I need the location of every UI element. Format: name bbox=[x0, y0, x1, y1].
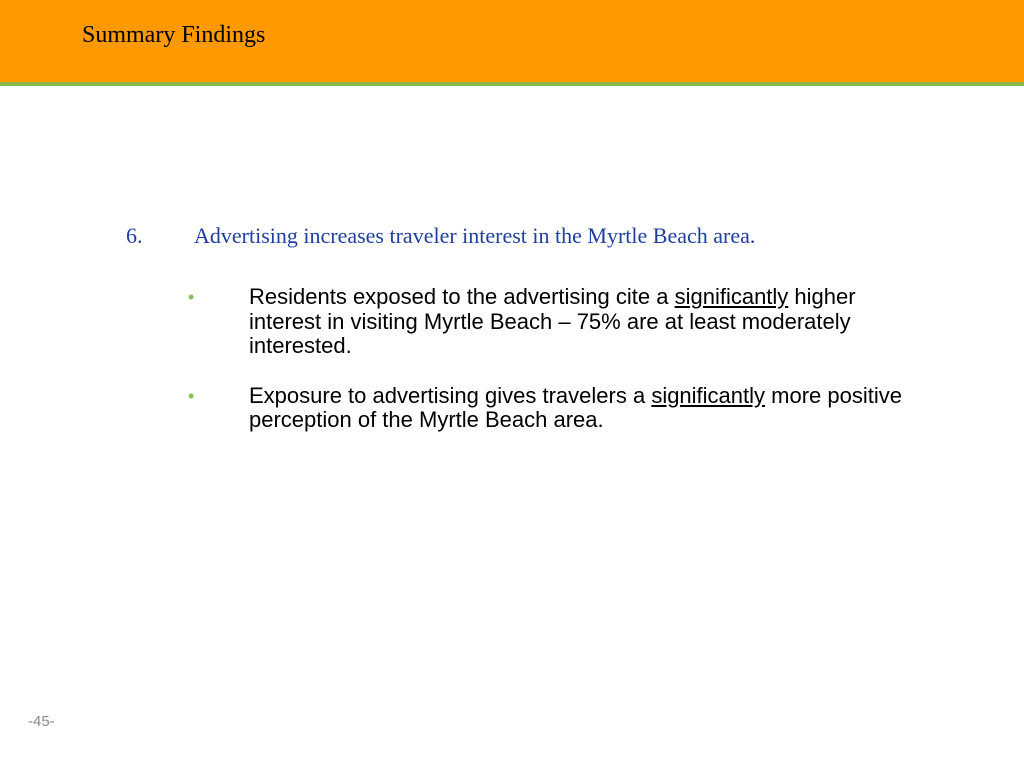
bullet-text-start: Exposure to advertising gives travelers a bbox=[249, 382, 652, 408]
bullet-text-start: Residents exposed to the advertising cite a bbox=[249, 284, 675, 309]
bullet-text-end: more positive perception of the Myrtle Beach area. bbox=[249, 382, 902, 432]
header-divider bbox=[0, 82, 1024, 86]
bullet-icon: • bbox=[188, 287, 195, 307]
finding-text: Advertising increases traveler interest in the Myrtle Beach area. bbox=[194, 223, 756, 248]
bullet-text-end: higher interest in visiting Myrtle Beach – 75% are at least moderately interested. bbox=[249, 284, 856, 358]
bullet-item-residents bbox=[188, 285, 928, 359]
finding-number: 6. bbox=[126, 223, 143, 248]
bullet-emphasis: significantly bbox=[651, 382, 766, 408]
bullet-emphasis: significantly bbox=[674, 284, 789, 309]
bullet-item-perception bbox=[188, 384, 928, 433]
slide-title: Summary Findings bbox=[82, 22, 266, 48]
bullet-icon: • bbox=[188, 385, 195, 406]
page-number: -45- bbox=[28, 713, 55, 730]
bullet-list bbox=[188, 285, 928, 433]
